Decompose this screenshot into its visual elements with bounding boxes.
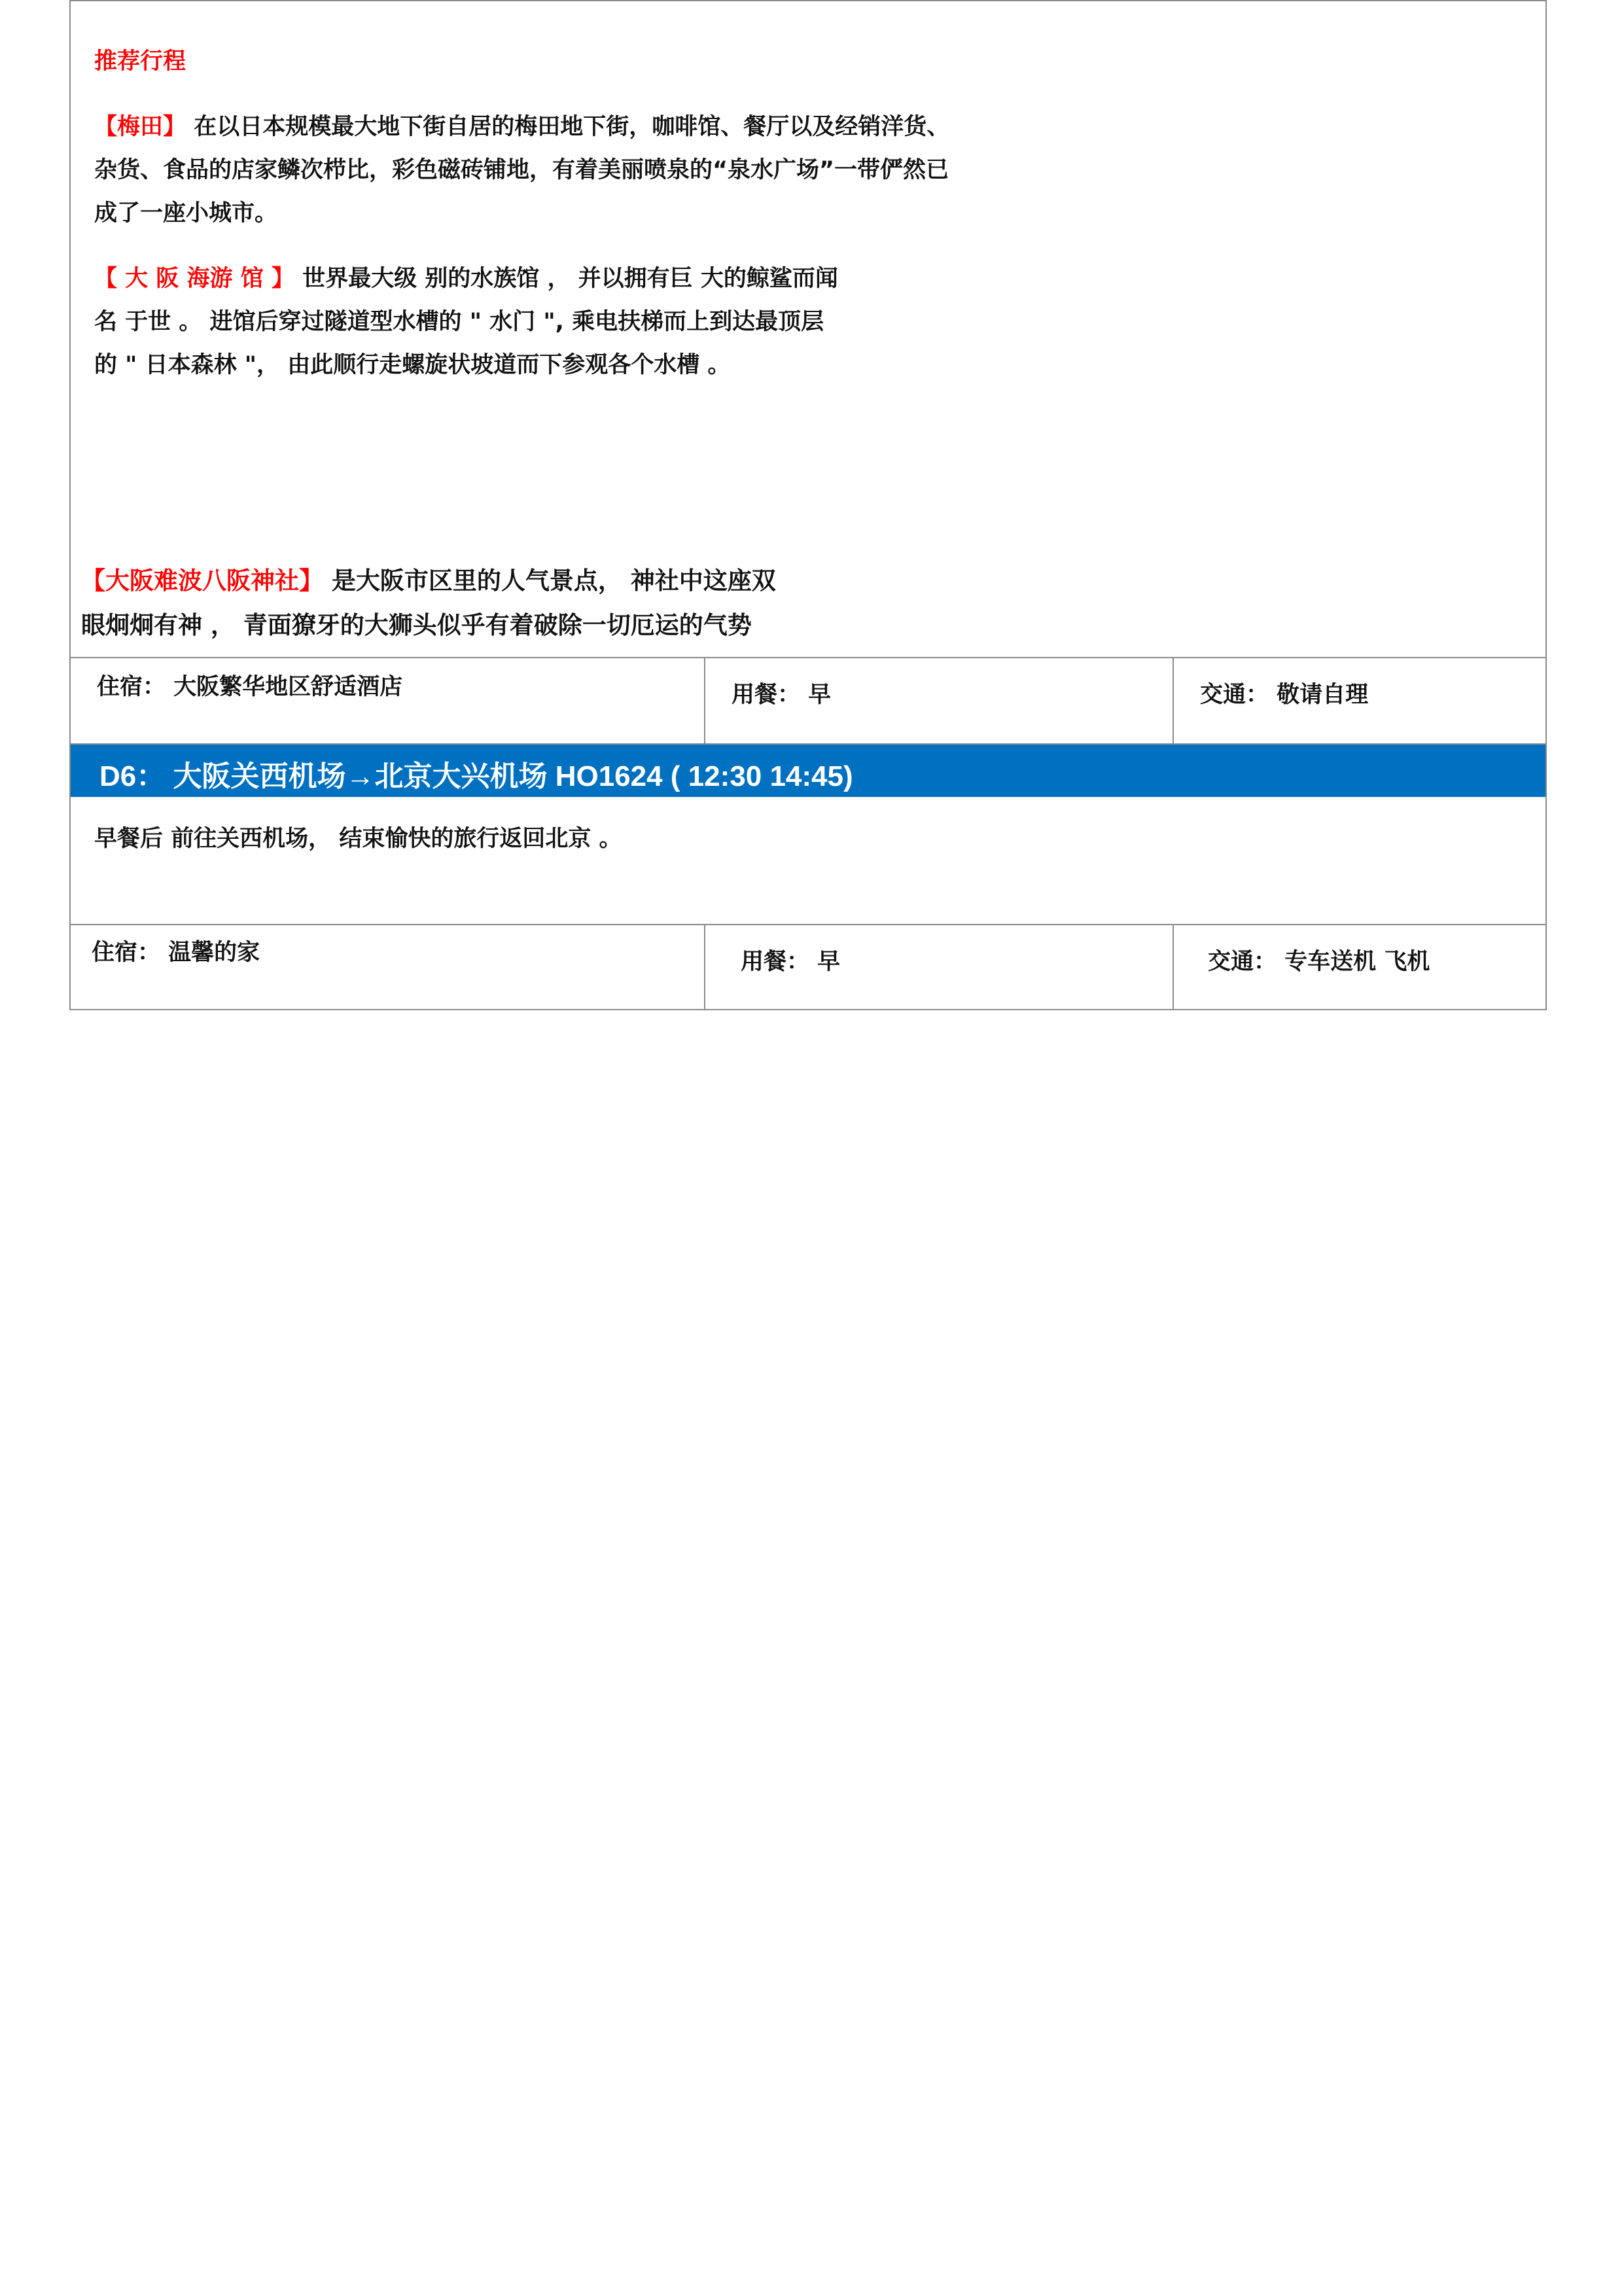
umeda-tag: 【梅田】: [94, 114, 186, 140]
lodging-text: 住宿： 大阪繁华地区舒适酒店: [97, 674, 403, 700]
aquarium-text-1: 世界最大级 别的水族馆 ， 并以拥有巨 大的鲸鲨而闻: [294, 266, 838, 292]
day5-info-row: [69, 657, 1547, 743]
umeda-text-1: 在以日本规模最大地下街自居的梅田地下街，咖啡馆、餐厅以及经销洋货、: [186, 114, 950, 140]
meals-text: 用餐： 早: [732, 682, 832, 708]
meals-cell: [705, 925, 1174, 1009]
shrine-paragraph-line2: 眼炯炯有神 ， 青面獠牙的大狮头似乎有着破除一切厄运的气势: [81, 611, 752, 639]
recommended-itinerary-section: [69, 0, 1547, 657]
aquarium-paragraph-line3: 的 " 日本森林 "， 由此顺行走螺旋状坡道而下参观各个水槽 。: [94, 352, 731, 378]
day6-description-cell: [69, 797, 1547, 924]
aquarium-paragraph-line2: 名 于世 。 进馆后穿过隧道型水槽的 " 水门 ", 乘电扶梯而上到达最顶层: [94, 309, 824, 335]
lodging-text: 住宿： 温馨的家: [92, 940, 260, 966]
shrine-paragraph-line1: [81, 567, 776, 595]
shrine-text-1: 是大阪市区里的人气景点， 神社中这座双: [323, 567, 776, 595]
umeda-paragraph-line1: [94, 113, 949, 141]
aquarium-paragraph-line1: [94, 264, 838, 293]
day6-banner: [69, 743, 1547, 797]
transport-cell: [1174, 658, 1545, 743]
day6-title: D6： 大阪关西机场→北京大兴机场 HO1624 ( 12:30 14:45): [99, 760, 853, 792]
umeda-paragraph-line2: 杂货、食品的店家鳞次栉比，彩色磁砖铺地，有着美丽喷泉的“泉水广场”一带俨然已: [94, 157, 949, 183]
day6-info-row: [69, 924, 1547, 1010]
umeda-paragraph-line3: 成了一座小城市。: [94, 200, 278, 226]
meals-text: 用餐： 早: [741, 949, 841, 975]
lodging-cell: [71, 925, 705, 1009]
lodging-cell: [71, 658, 705, 743]
transport-text: 交通： 专车送机 飞机: [1208, 949, 1430, 975]
itinerary-sheet: [69, 0, 1547, 1010]
section-heading: 推荐行程: [94, 48, 186, 75]
transport-cell: [1174, 925, 1545, 1009]
day6-description: 早餐后 前往关西机场， 结束愉快的旅行返回北京 。: [94, 826, 622, 852]
shrine-tag: 【大阪难波八阪神社】: [81, 567, 323, 595]
meals-cell: [705, 658, 1174, 743]
aquarium-tag: 【 大 阪 海游 馆 】: [94, 266, 294, 292]
transport-text: 交通： 敬请自理: [1200, 682, 1369, 708]
